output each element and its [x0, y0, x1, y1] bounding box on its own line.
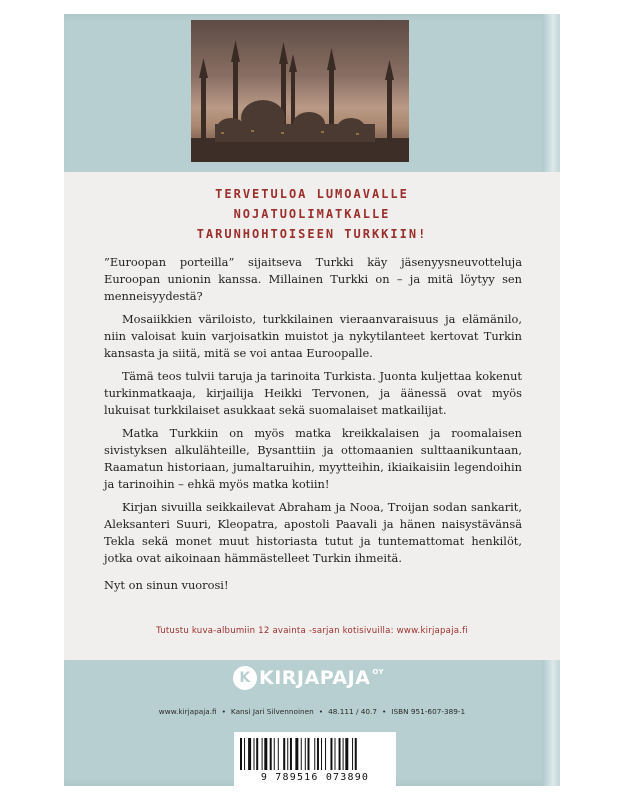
mosque-skyline-illustration: [191, 20, 409, 162]
barcode-bar: [343, 738, 344, 770]
publisher-logo: [233, 664, 384, 692]
imprint-line: www.kirjapaja.fi • Kansi Jari Silvennoinen • 48.111 / 40.7 • ISBN 951-607-389-1: [158, 707, 466, 716]
blurb-paragraph: Matka Turkkiin on myös matka kreikkalaisen ja roomalaisen sivistyksen alkulähteille, Bysanttiin ja ottomaanien sulttaanikuntaan, Raamatun historiaan, jumaltaruihin, myytteihin, ikiaikaisiin legendoihin ja tarinoihin – ehkä myös matka kotiin!: [104, 426, 522, 491]
barcode-bar: [290, 738, 292, 770]
blurb-paragraph: Mosaiikkien väriloisto, turkkilainen vieraanvaraisuus ja elämänilo, niin valoisat kuin varjoisatkin muistot ja nykytilanteet kertovat Turkin kansasta ja siitä, mitä se voi antaa Euroopalle.: [104, 312, 522, 360]
barcode-bar: [295, 738, 298, 770]
barcode-bar: [317, 738, 319, 770]
barcode-bar: [264, 738, 267, 770]
barcode-bar: [274, 738, 275, 770]
blurb: [104, 254, 522, 600]
barcode-bar: [330, 738, 332, 770]
barcode-bar: [321, 738, 322, 770]
barcode-bar: [244, 738, 245, 770]
imprint-cover-credit: Kansi Jari Silvennoinen: [230, 707, 314, 716]
barcode-bar: [355, 738, 357, 770]
barcode-bar: [256, 738, 258, 770]
tagline: [64, 184, 560, 244]
logo-suffix: OY: [372, 668, 385, 676]
barcode-bar: [270, 738, 272, 770]
website-promo: Tutustu kuva-albumiin 12 avainta -sarjan kotisivuilla: www.kirjapaja.fi: [156, 626, 468, 636]
book-back-cover: [64, 14, 560, 786]
barcode-bar: [254, 738, 255, 770]
barcode-bar: [314, 738, 315, 770]
imprint-website: www.kirjapaja.fi: [158, 707, 217, 716]
barcode-bar: [248, 738, 251, 770]
barcode-bar: [262, 738, 263, 770]
tagline-line: NOJATUOLIMATKALLE: [233, 207, 391, 221]
blurb-paragraph: ”Euroopan porteilla” sijaitseva Turkki käy jäsenyysneuvotteluja Euroopan unionin kanssa. Millainen Turkki on – ja mitä löytyy sen menneisyydestä?: [104, 255, 522, 303]
imprint-classification: 48.111 / 40.7: [328, 707, 377, 716]
barcode-bars: [240, 738, 390, 772]
barcode-bar: [325, 738, 326, 770]
logo-name: KIRJAPAJA: [259, 667, 371, 689]
barcode-bar: [283, 738, 285, 770]
barcode-bar: [301, 738, 302, 770]
barcode-number: 9 789516 073890: [260, 772, 370, 783]
mosque-photo: [191, 20, 409, 162]
barcode-bar: [278, 738, 279, 770]
imprint-isbn: ISBN 951-607-389-1: [391, 707, 466, 716]
tagline-line: TARUNHOHTOISEEN TURKKIIN!: [196, 227, 428, 241]
closing-line: Nyt on sinun vuorosi!: [104, 578, 229, 592]
barcode-bar: [339, 738, 341, 770]
logo-mark-icon: K: [233, 666, 257, 690]
barcode-bar: [352, 738, 353, 770]
barcode-bar: [287, 738, 288, 770]
barcode-bar: [345, 738, 348, 770]
barcode-bar: [305, 738, 306, 770]
barcode-bar: [335, 738, 336, 770]
barcode-bar: [240, 738, 242, 770]
blurb-paragraph: Tämä teos tulvii taruja ja tarinoita Turkista. Juonta kuljettaa kokenut turkinmatkaaja, kirjailija Heikki Tervonen, ja äänessä ovat myös lukuisat turkkilaiset asukkaat sekä suomalaiset matkailijat.: [104, 369, 522, 417]
blurb-paragraph: Kirjan sivuilla seikkailevat Abraham ja Nooa, Troijan sodan sankarit, Aleksanteri Suuri, Kleopatra, apostoli Paavali ja hänen naisystävänsä Tekla sekä monet muut historiasta tutut ja tuntemattomat henkilöt, jotka ovat aikoinaan hämmästelleet Turkin ihmeitä.: [104, 500, 522, 565]
barcode-bar: [308, 738, 310, 770]
tagline-line: TERVETULOA LUMOAVALLE: [215, 187, 409, 201]
barcode: [234, 732, 396, 790]
